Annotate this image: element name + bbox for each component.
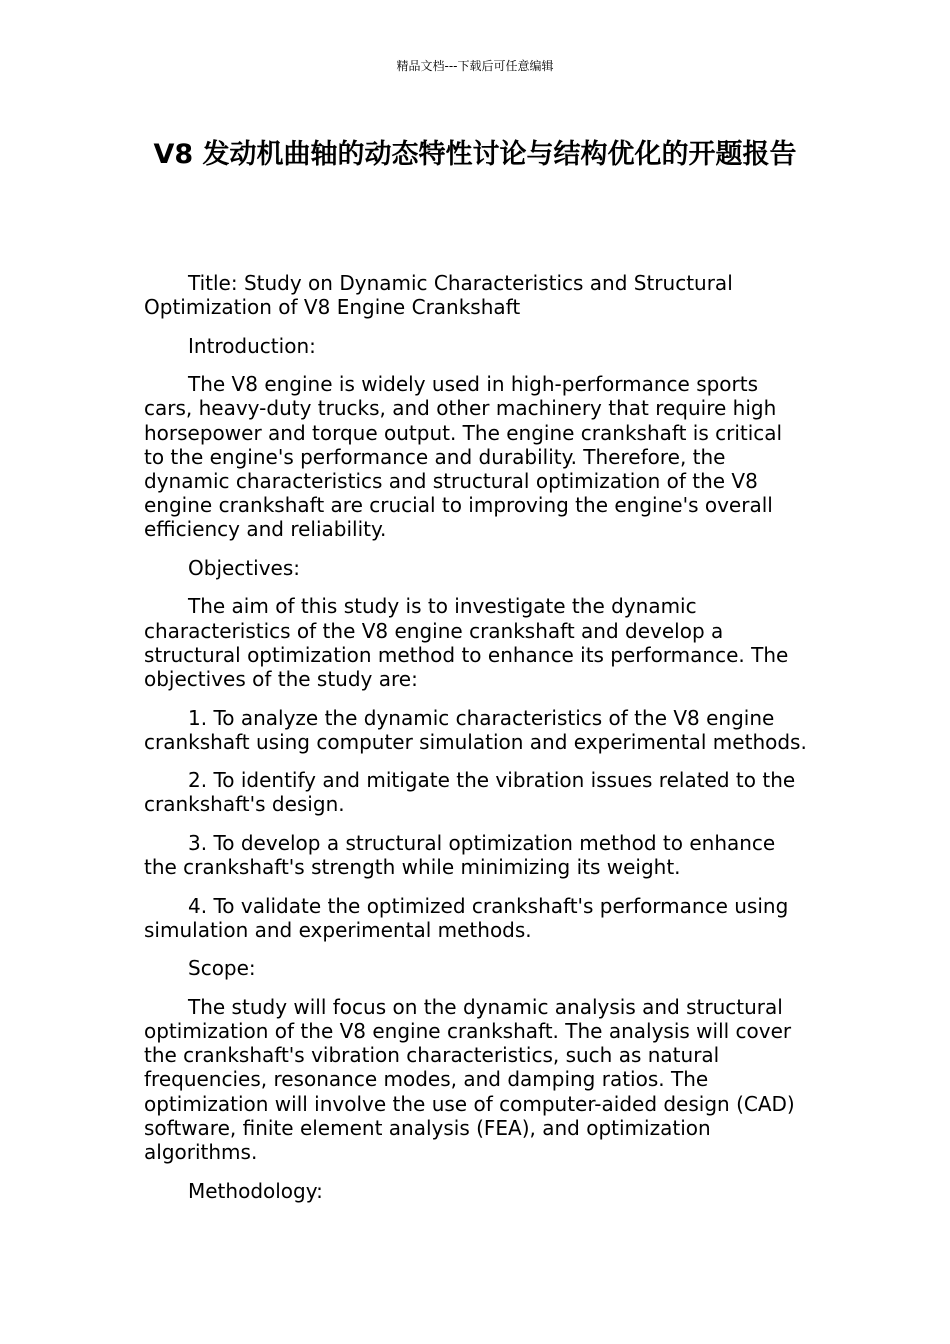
objective-item-2: 2. To identify and mitigate the vibration issues related to the crankshaft's design. [144,768,796,817]
document-title: V8 发动机曲轴的动态特性讨论与结构优化的开题报告 [153,139,797,170]
objective-item-4: 4. To validate the optimized crankshaft's performance using simulation and experimental methods. [144,893,789,942]
paragraph-scope: The study will focus on the dynamic analysis and structural optimization of the V8 engine crankshaft. The analysis will cover the crankshaft's vibration characteristics, such as natural frequencies, resonance modes, and damping ratios. The optimization will involve the use of computer-aided design (CAD) software, finite element analysis (FEA), and optimization algorithms. [144,994,795,1165]
heading-methodology: Methodology: [188,1178,323,1203]
page-header-note: 精品文档---下载后可任意编辑 [396,59,554,73]
heading-introduction: Introduction: [188,333,316,358]
paragraph-objectives: The aim of this study is to investigate the dynamic characteristics of the V8 engine crankshaft and develop a structural optimization method to enhance its performance. The objectives of the study are: [144,594,789,692]
paragraph-title-line: Title: Study on Dynamic Characteristics and Structural Optimization of V8 Engine Crankshaft [144,271,733,320]
objective-item-1: 1. To analyze the dynamic characteristics of the V8 engine crankshaft using computer simulation and experimental methods. [144,705,807,754]
heading-objectives: Objectives: [188,555,300,580]
paragraph-introduction: The V8 engine is widely used in high-performance sports cars, heavy-duty trucks, and other machinery that require high horsepower and torque output. The engine crankshaft is critical to the engine's performance and durability. Therefore, the dynamic characteristics and structural optimization of the V8 engine crankshaft are crucial to improving the engine's overall efficiency and reliability. [144,372,783,542]
objective-item-3: 3. To develop a structural optimization method to enhance the crankshaft's strength while minimizing its weight. [144,830,776,880]
document-body [144,271,808,1217]
heading-scope: Scope: [188,956,256,981]
